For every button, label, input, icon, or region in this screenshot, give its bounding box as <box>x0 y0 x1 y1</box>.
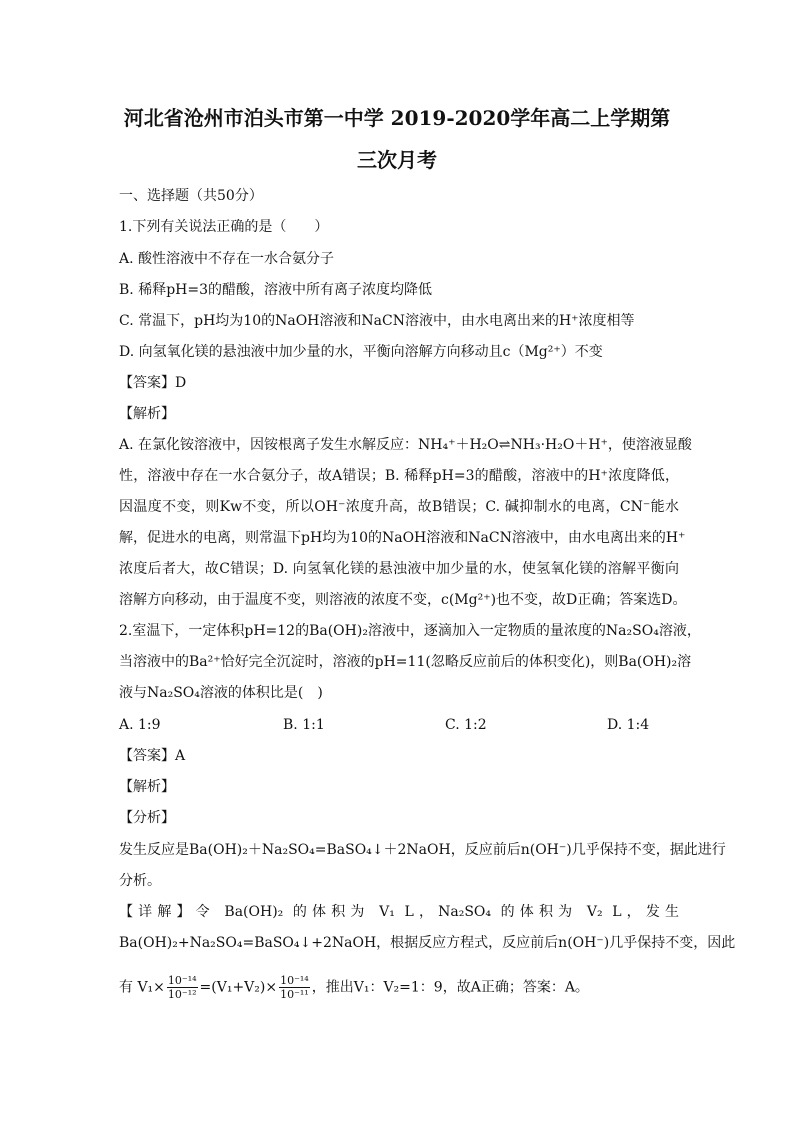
q1-option-a: A. 酸性溶液中不存在一水合氨分子 <box>119 251 335 267</box>
eq-prefix: 有 V₁× <box>119 979 165 996</box>
eq-middle: =(V₁+V₂)× <box>199 979 278 996</box>
q2-stem-line: 当溶液中的Ba²⁺恰好完全沉淀时，溶液的pH=11(忽略反应前后的体积变化)，则Ba(OH)₂溶 <box>119 654 692 670</box>
q1-analysis-line: 解，促进水的电离，则常温下pH均为10的NaOH溶液和NaCN溶液中，由水电离出来的H⁺ <box>119 530 686 546</box>
q2-equation <box>119 974 589 1001</box>
doc-title-line1: 河北省沧州市泊头市第一中学 2019-2020学年高二上学期第 <box>123 106 671 130</box>
q2-analysis-label: 【解析】 <box>119 779 175 795</box>
q2-option-a: A. 1:9 <box>119 717 161 733</box>
doc-title-line2: 三次月考 <box>357 148 437 172</box>
q2-option-b: B. 1:1 <box>283 717 325 733</box>
fraction-1-numerator: 10⁻¹⁴ <box>167 974 197 987</box>
fraction-1 <box>167 974 198 1001</box>
q2-option-d: D. 1:4 <box>607 717 650 733</box>
q2-fenxi-line: 分析。 <box>119 873 161 889</box>
q2-stem-line: 2.室温下，一定体积pH=12的Ba(OH)₂溶液中，逐滴加入一定物质的量浓度的Na₂SO₄溶液， <box>119 623 701 639</box>
q2-stem-line: 液与Na₂SO₄溶液的体积比是( ) <box>119 685 323 701</box>
q1-analysis-line: 性，溶液中存在一水合氨分子，故A错误；B. 稀释pH=3的醋酸，溶液中的H⁺浓度降低， <box>119 468 679 484</box>
fraction-2 <box>279 974 310 1001</box>
q2-answer: 【答案】A <box>119 748 186 764</box>
q1-answer: 【答案】D <box>119 375 187 391</box>
q2-fenxi-line: 发生反应是Ba(OH)₂＋Na₂SO₄=BaSO₄↓＋2NaOH，反应前后n(OH⁻)几乎保持不变，据此进行 <box>119 842 726 858</box>
fraction-1-denominator: 10⁻¹² <box>167 988 197 1001</box>
q2-detail-line: 【详解】令 Ba(OH)₂ 的体积为 V₁ L，Na₂SO₄ 的体积为 V₂ L，发生 <box>119 904 679 920</box>
eq-suffix: ，推出V₁：V₂=1：9，故A正确；答案：A。 <box>311 979 589 996</box>
q1-analysis-line: A. 在氯化铵溶液中，因铵根离子发生水解反应：NH₄⁺＋H₂O⇌NH₃·H₂O＋H⁺，使溶液显酸 <box>119 437 692 453</box>
q1-analysis-line: 溶解方向移动，由于温度不变，则溶液的浓度不变，c(Mg²⁺)也不变，故D正确；答案选D。 <box>119 592 687 608</box>
q1-stem: 1.下列有关说法正确的是（ ） <box>119 219 329 235</box>
q1-option-d: D. 向氢氧化镁的悬浊液中加少量的水，平衡向溶解方向移动且c（Mg²⁺）不变 <box>119 344 603 360</box>
q1-analysis-label: 【解析】 <box>119 406 175 422</box>
q1-option-c: C. 常温下，pH均为10的NaOH溶液和NaCN溶液中，由水电离出来的H⁺浓度相等 <box>119 313 635 329</box>
q2-detail-line: Ba(OH)₂+Na₂SO₄=BaSO₄↓+2NaOH，根据反应方程式，反应前后n(OH⁻)几乎保持不变，因此 <box>119 935 736 951</box>
q1-option-b: B. 稀释pH=3的醋酸，溶液中所有离子浓度均降低 <box>119 282 432 298</box>
section-heading: 一、选择题（共50分） <box>119 188 263 204</box>
q1-analysis-line: 浓度后者大，故C错误；D. 向氢氧化镁的悬浊液中加少量的水，使氢氧化镁的溶解平衡向 <box>119 561 679 577</box>
fraction-2-denominator: 10⁻¹¹ <box>280 988 309 1001</box>
q1-analysis-line: 因温度不变，则Kw不变，所以OH⁻浓度升高，故B错误；C. 碱抑制水的电离，CN⁻能水 <box>119 499 679 515</box>
q2-option-c: C. 1:2 <box>445 717 487 733</box>
q2-fenxi-label: 【分析】 <box>119 810 175 826</box>
fraction-2-numerator: 10⁻¹⁴ <box>280 974 309 987</box>
